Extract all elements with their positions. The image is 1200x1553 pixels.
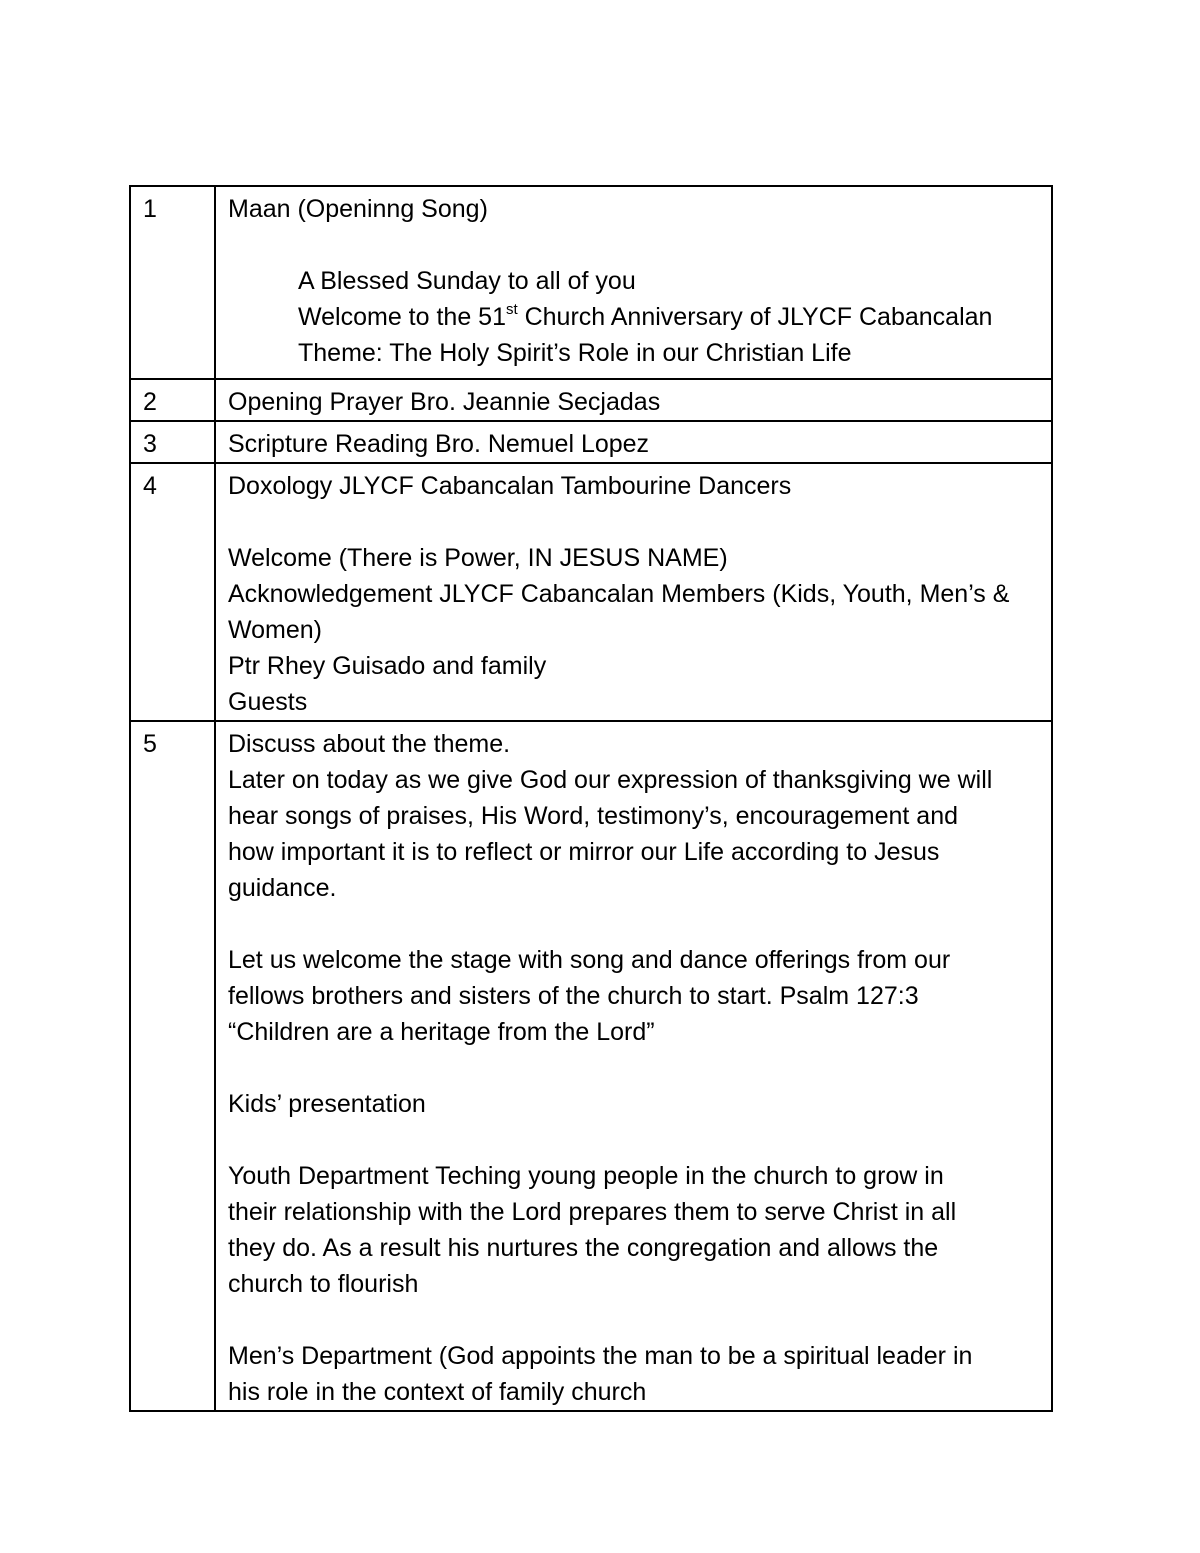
row-line: Welcome (There is Power, IN JESUS NAME) [228,544,728,572]
table-row [130,721,1052,1411]
row-content [215,721,1052,1411]
table-row [130,379,1052,421]
blank-line [228,504,1039,540]
row-line: Doxology JLYCF Cabancalan Tambourine Dancers [228,472,792,500]
row-text: Scripture Reading Bro. Nemuel Lopez [228,430,650,458]
row-text: Opening Prayer Bro. Jeannie Secjadas [228,388,661,416]
row-content [215,186,1052,379]
table-row [130,421,1052,463]
row-line: Youth Department Teching young people in the church to grow in [228,1162,944,1190]
program-table [129,185,1053,1412]
row-line: Kids’ presentation [228,1090,426,1118]
blank-line [228,1050,1039,1086]
row-line: they do. As a result his nurtures the congregation and allows the [228,1234,939,1262]
anniversary-text-rest: Church Anniversary of JLYCF Cabancalan [517,303,993,331]
row-line: their relationship with the Lord prepares them to serve Christ in all [228,1198,957,1226]
ordinal-suffix: st [505,300,518,318]
row-line: how important it is to reflect or mirror our Life according to Jesus [228,838,940,866]
row-line: Women) [228,616,323,644]
row-line: Acknowledgement JLYCF Cabancalan Members (Kids, Youth, Men’s & [228,580,1010,608]
row-title: Maan (Openinng Song) [228,195,488,223]
greeting-line: A Blessed Sunday to all of you [298,267,636,295]
row-line: “Children are a heritage from the Lord” [228,1018,655,1046]
row-line: guidance. [228,874,337,902]
blank-line [228,1122,1039,1158]
row-line: Discuss about the theme. [228,730,511,758]
row-content [215,379,1052,421]
row-line: fellows brothers and sisters of the church to start. Psalm 127:3 [228,982,919,1010]
row-content [215,463,1052,721]
row-line: Ptr Rhey Guisado and family [228,652,547,680]
blank-line [228,906,1039,942]
row-line: hear songs of praises, His Word, testimony’s, encouragement and [228,802,959,830]
blank-line [228,227,1039,263]
blank-line [228,1302,1039,1338]
row-line: church to flourish [228,1270,419,1298]
row-number: 3 [130,421,215,463]
anniversary-line [228,299,1039,335]
row-line: Later on today as we give God our expression of thanksgiving we will [228,766,993,794]
row-line: his role in the context of family church [228,1378,647,1406]
theme-line: Theme: The Holy Spirit’s Role in our Christian Life [298,339,852,367]
row-number: 4 [130,463,215,721]
row-line: Guests [228,688,308,716]
row-line: Let us welcome the stage with song and dance offerings from our [228,946,951,974]
row-content [215,421,1052,463]
anniversary-text: Welcome to the 51 [298,303,506,331]
row-number: 1 [130,186,215,379]
table-row [130,186,1052,379]
table-row [130,463,1052,721]
row-line: Men’s Department (God appoints the man to be a spiritual leader in [228,1342,973,1370]
row-number: 2 [130,379,215,421]
row-number: 5 [130,721,215,1411]
